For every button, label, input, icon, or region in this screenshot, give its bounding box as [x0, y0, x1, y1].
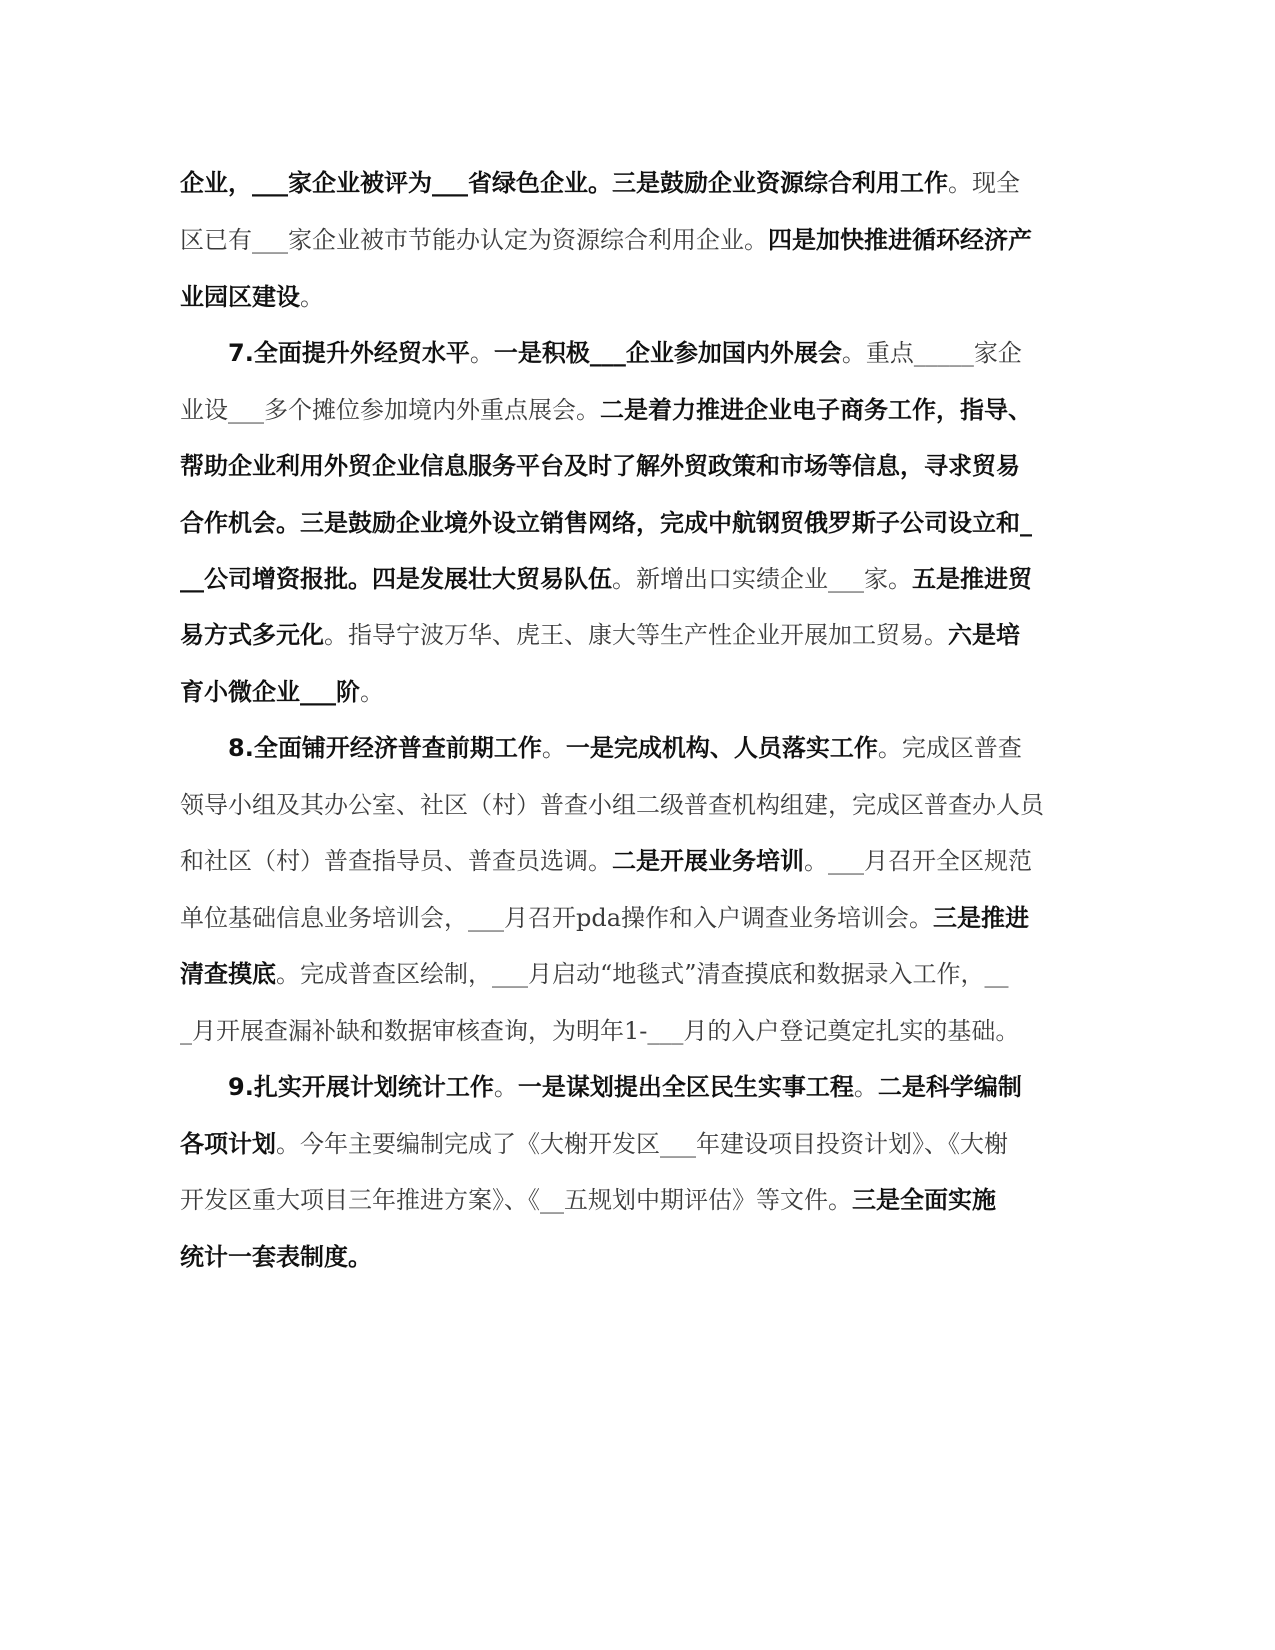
bold-text: 8.全面铺开经济普查前期工作: [228, 734, 542, 762]
body-text: 和社区（村）普查指导员、普查员选调。: [180, 847, 612, 875]
text-line: [180, 672, 384, 712]
body-text: 业设___多个摊位参加境内外重点展会。: [180, 396, 600, 424]
body-text: _月开展查漏补缺和数据审核查询，为明年1-___月的入户登记奠定扎实的基础。: [180, 1017, 1020, 1045]
document-page: [180, 0, 1044, 1650]
text-line: [180, 841, 1032, 881]
bold-text: 育小微企业___阶: [180, 678, 360, 706]
body-text: 区已有___家企业被市节能办认定为资源综合利用企业。: [180, 226, 768, 254]
body-text: 。: [300, 283, 324, 311]
text-line: [180, 898, 1029, 938]
body-text: 。: [493, 1073, 518, 1101]
bold-text: 二是开展业务培训: [612, 847, 804, 875]
body-text: 。重点_____家企: [841, 339, 1022, 367]
paragraph-heading-8: [228, 728, 1022, 768]
bold-text: 三是推进: [933, 904, 1030, 932]
paragraph-heading-9: [228, 1067, 1022, 1107]
paragraph-heading-7: [228, 333, 1022, 373]
text-line: [180, 220, 1032, 260]
bold-text: 合作机会。三是鼓励企业境外设立销售网络，完成中航钢贸俄罗斯子公司设立和_: [180, 509, 1032, 537]
bold-text: 易方式多元化: [180, 621, 324, 649]
bold-text: __公司增资报批。四是发展壮大贸易队伍: [180, 565, 612, 593]
text-line: [180, 1011, 1019, 1051]
body-text: 单位基础信息业务培训会，___月召开pda操作和入户调查业务培训会。: [180, 904, 934, 932]
body-text: 。: [360, 678, 384, 706]
bold-text: 帮助企业利用外贸企业信息服务平台及时了解外贸政策和市场等信息，寻求贸易: [180, 452, 1020, 480]
body-text: 。: [853, 1073, 878, 1101]
text-line: [180, 1124, 1008, 1164]
bold-text: 二是着力推进企业电子商务工作，指导、: [600, 396, 1032, 424]
text-line: [180, 1237, 372, 1277]
body-text: 。完成普查区绘制，___月启动“地毯式”清查摸底和数据录入工作，__: [276, 960, 1009, 988]
text-line: [180, 615, 1020, 655]
body-text: 。指导宁波万华、虎王、康大等生产性企业开展加工贸易。: [324, 621, 948, 649]
bold-text: 企业，___家企业被评为___省绿色企业。三是鼓励企业资源综合利用工作: [180, 169, 948, 197]
body-text: 开发区重大项目三年推进方案》、《__五规划中期评估》等文件。: [180, 1186, 852, 1214]
text-line: [180, 163, 1020, 203]
bold-text: 四是加快推进循环经济产: [768, 226, 1032, 254]
text-line: [180, 954, 1009, 994]
body-text: 。新增出口实绩企业___家。: [612, 565, 912, 593]
bold-text: 二是科学编制: [877, 1073, 1022, 1101]
bold-text: 五是推进贸: [912, 565, 1032, 593]
body-text: 。: [469, 339, 494, 367]
bold-text: 7.全面提升外经贸水平: [228, 339, 470, 367]
bold-text: 各项计划: [180, 1130, 276, 1158]
bold-text: 一是谋划提出全区民生实事工程: [517, 1073, 854, 1101]
text-line: [180, 503, 1032, 543]
text-line: [180, 1180, 996, 1220]
text-line: [180, 390, 1032, 430]
bold-text: 业园区建设: [180, 283, 300, 311]
bold-text: 清查摸底: [180, 960, 276, 988]
bold-text: 9.扎实开展计划统计工作: [228, 1073, 494, 1101]
body-text: 。现全: [948, 169, 1020, 197]
body-text: 。___月召开全区规范: [804, 847, 1032, 875]
text-line: [180, 559, 1032, 599]
bold-text: 统计一套表制度。: [180, 1243, 372, 1271]
bold-text: 一是完成机构、人员落实工作: [565, 734, 878, 762]
body-text: 领导小组及其办公室、社区（村）普查小组二级普查机构组建，完成区普查办人员: [180, 791, 1044, 819]
bold-text: 六是培: [948, 621, 1020, 649]
body-text: 。今年主要编制完成了《大榭开发区___年建设项目投资计划》、《大榭: [276, 1130, 1008, 1158]
bold-text: 一是积极___企业参加国内外展会: [493, 339, 842, 367]
body-text: 。: [541, 734, 566, 762]
text-line: [180, 446, 1020, 486]
bold-text: 三是全面实施: [852, 1186, 996, 1214]
text-line: [180, 785, 1044, 825]
body-text: 。完成区普查: [877, 734, 1022, 762]
text-line: [180, 277, 324, 317]
